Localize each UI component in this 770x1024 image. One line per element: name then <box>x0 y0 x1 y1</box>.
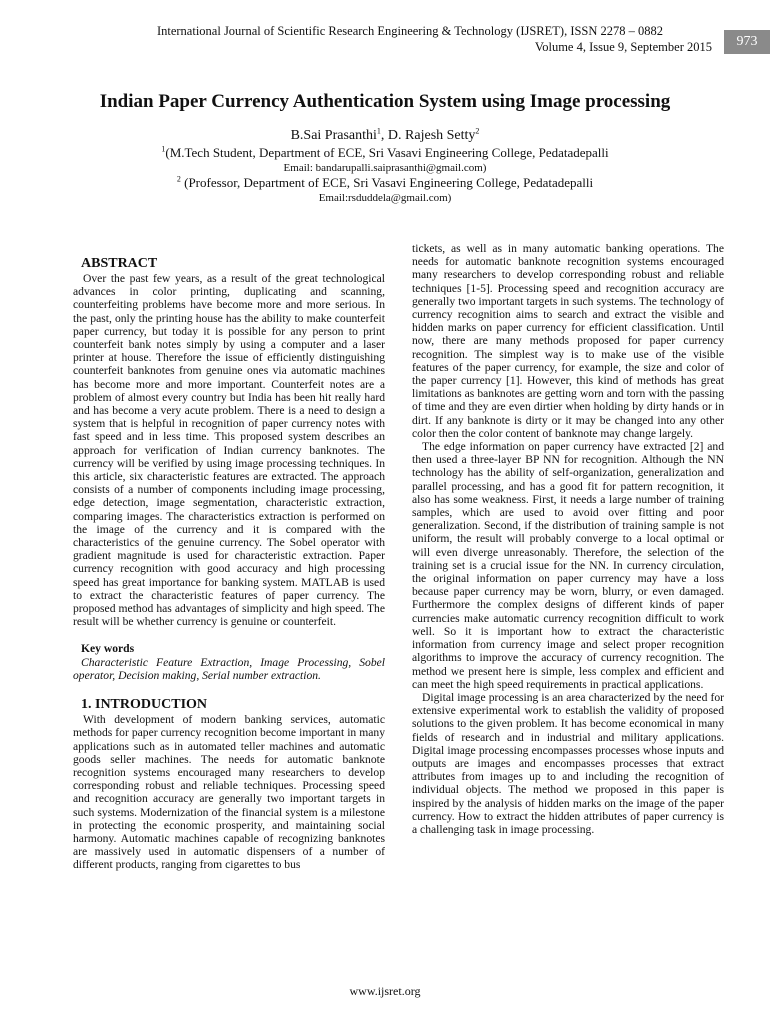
keywords-text: Characteristic Feature Extraction, Image Processing, Sobel operator, Decision making, Serial number extraction. <box>73 655 385 682</box>
page-number-badge: 973 <box>724 30 770 54</box>
author-1: B.Sai Prasanthi <box>290 128 377 143</box>
abstract-text: Over the past few years, as a result of the great technological advances in color printing, duplicating and scanning, counterfeiting problems have become more and more serious. In the past, only the printing house has the ability to make counterfeit paper currency, but today it is possible for any person to print counterfeit bank notes simply by using a computer and a laser printer at house. Therefore the issue of efficiently distinguishing counterfeit banknotes from genuine ones via automatic machines has become more and more important. Counterfeit notes are a problem of almost every country but India has been hit really hard and has become a very acute problem. There is a need to design a system that is helpful in recognition of paper currency notes with fast speed and in less time. This proposed system describes an approach for verification of Indian currency banknotes. The currency will be verified by using image processing techniques. In this article, six characteristic features are extracted. The approach consists of a number of components including image processing, edge detection, image segmentation, characteristic extraction, comparing images. The characteristics extraction is performed on the image of the currency and it is compared with the characteristics of the genuine currency. The Sobel operator with gradient magnitude is used for characteristic extraction. Paper currency recognition with good accuracy and high processing speed has great importance for banking system. MATLAB is used to extract the characteristic features of paper currency. The proposed method has advantages of simplicity and high speed. The result will be whether currency is genuine or counterfeit. <box>73 272 385 629</box>
footer-url: www.ijsret.org <box>349 984 421 998</box>
email-2: Email:rsduddela@gmail.com) <box>318 192 452 204</box>
author-line <box>0 127 770 144</box>
author-2-sup: 2 <box>475 126 480 136</box>
paper-title: Indian Paper Currency Authentication System using Image processing <box>99 91 671 112</box>
intro-paragraph-2: The edge information on paper currency have extracted [2] and then used a three-layer BP NN for recognition. Although the NN technology has the ability of self-organization, generalization and parallel processing, and has a good fit for pattern recognition, it also has some weakness. First, it needs a large number of training samples, which are used to avoid over fitting and poor generalization. Second, if the distribution of training sample is not uniform, the result will probably converge to a local optimal or will even diverge unreasonably. Therefore, the selection of the training set is a crucial issue for the NN. In currency circulation, the original information on paper currency may have a loss because paper currency may be worn, blurry, or even damaged. Furthermore the complex designs of different kinds of paper currencies make automatic currency recognition difficult to work well. So it is important how to extract the characteristic information from currency image and select proper recognition algorithms to improve the accuracy of currency recognition. The method we present here is simple, less complex and efficient and can meet the high speed requirements in practical applications. <box>412 440 724 691</box>
issue-info: Volume 4, Issue 9, September 2015 <box>534 40 712 54</box>
keywords-heading: Key words <box>81 642 135 656</box>
affiliation-1-sup: 1 <box>161 144 166 154</box>
intro-paragraph-1: With development of modern banking services, automatic methods for paper currency recognition become important in many applications such as in automated teller machines and automatic goods seller machines. The needs for automatic banknote recognition systems encouraged many researchers to develop corresponding robust and reliable techniques. Processing speed and recognition accuracy are generally two important targets in such systems. Modernization of the financial system is a milestone in protecting the economic prosperity, and maintaining social harmony. Automatic machines capable of recognizing banknotes are massively used in automatic dispensers of a number of different products, ranging from cigarettes to bus <box>73 713 385 872</box>
affiliation-2 <box>0 175 770 191</box>
author-2: , D. Rajesh Setty <box>380 128 476 143</box>
affiliation-2-sup: 2 <box>176 174 181 184</box>
right-column <box>412 242 724 836</box>
affiliation-1-text: (M.Tech Student, Department of ECE, Sri Vasavi Engineering College, Pedatadepalli <box>165 145 609 160</box>
abstract-heading: ABSTRACT <box>81 256 158 271</box>
intro-paragraph-3: Digital image processing is an area characterized by the need for extensive experimental work to establish the validity of proposed solutions to the given problem. It has become economical in many fields of research and in industrial and military applications. Digital image processing encompasses processes whose inputs and outputs are images and encompasses processes that extract attributes from images up to and including the recognition of individual objects. The method we proposed in this paper is inspired by the analysis of hidden marks on the image of the paper currency. How to extract the hidden attributes of paper currency is a challenging task in image processing. <box>412 690 724 836</box>
journal-header: International Journal of Scientific Research Engineering & Technology (IJSRET), ISSN 2278 – 0882 <box>156 24 664 38</box>
email-1: Email: bandarupalli.saiprasanthi@gmail.com) <box>283 162 487 174</box>
author-1-sup: 1 <box>376 126 381 136</box>
introduction-heading: 1. INTRODUCTION <box>81 697 208 713</box>
affiliation-1 <box>0 145 770 161</box>
left-column <box>73 256 385 872</box>
intro-paragraph-1-cont: tickets, as well as in many automatic banking operations. The needs for automatic banknote recognition systems encouraged many researchers to develop corresponding robust and reliable techniques [1-5]. Processing speed and recognition accuracy are generally two important targets in such systems. The technology of currency recognition aims to search and extract the visible and hidden marks on paper currency for efficient classification. Until now, there are many methods proposed for paper currency recognition. The simplest way is to make use of the visible features of the paper currency, for example, the size and color of the paper currency [1]. However, this kind of methods has great limitations as banknotes are getting worn and torn with the passing of time and they are even dirtier when holding by dirty hands or in dirt. If any banknote is dirty or it may be changed into any other color then the color content of banknote may change largely. <box>412 242 724 440</box>
affiliation-2-text: (Professor, Department of ECE, Sri Vasavi Engineering College, Pedatadepalli <box>180 175 594 190</box>
